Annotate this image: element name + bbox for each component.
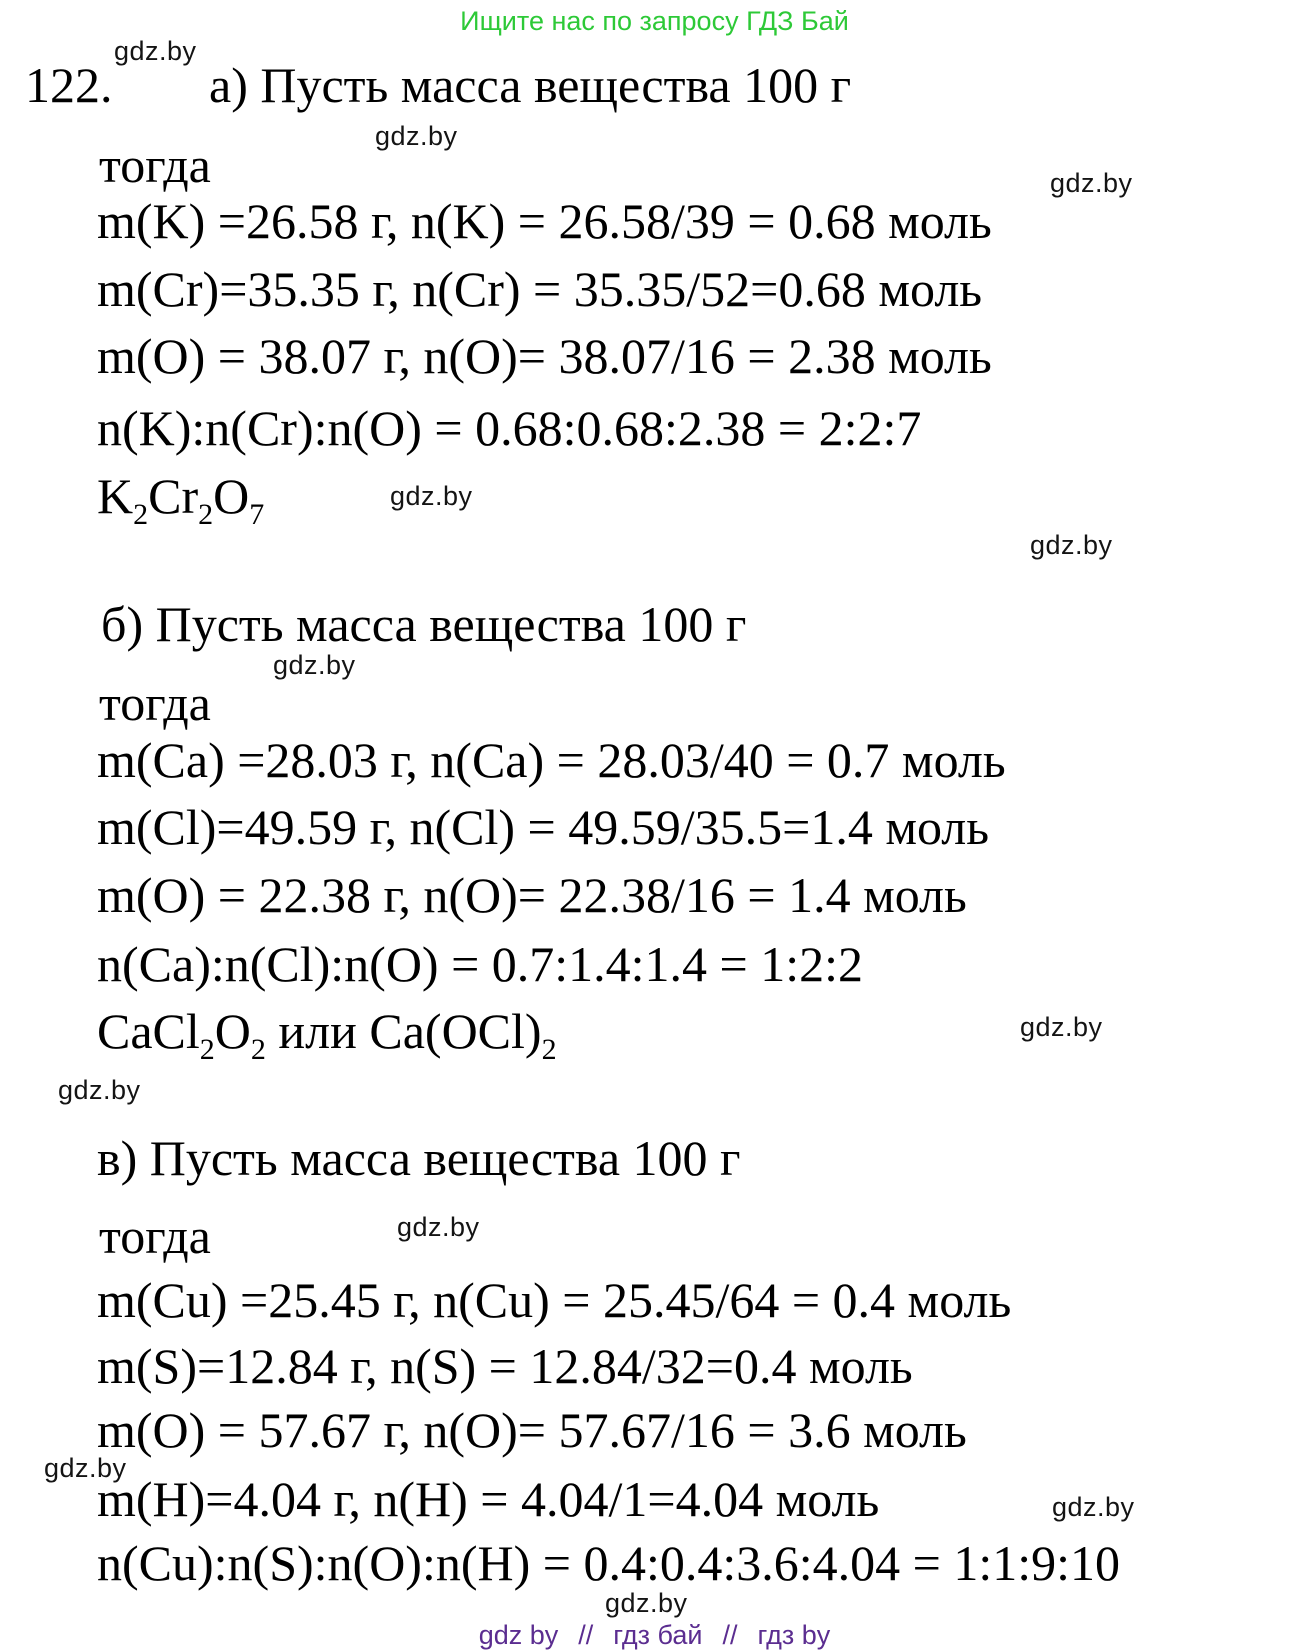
section-b-then: тогда [99, 675, 211, 731]
watermark-gdz: gdz.by [1030, 530, 1113, 560]
calc-line-mass-Ca: m(Ca) =28.03 г, n(Ca) = 28.03/40 = 0.7 моль [97, 732, 1006, 788]
calc-line-ratio-a: n(K):n(Cr):n(O) = 0.68:0.68:2.38 = 2:2:7 [97, 400, 922, 456]
footer-separator: // [578, 1620, 594, 1650]
calc-line-mass-Cu: m(Cu) =25.45 г, n(Cu) = 25.45/64 = 0.4 моль [97, 1272, 1012, 1328]
watermark-gdz: gdz.by [605, 1588, 688, 1618]
formula-subscript: 2 [198, 498, 214, 531]
watermark-gdz: gdz.by [1050, 168, 1133, 198]
watermark-gdz: gdz.by [397, 1212, 480, 1242]
section-b-heading: б) Пусть масса вещества 100 г [101, 596, 747, 652]
formula-part: Cr [148, 468, 199, 524]
problem-number: 122. [25, 57, 113, 113]
search-hint-banner: Ищите нас по запросу ГДЗ Бай [460, 6, 849, 36]
watermark-gdz: gdz.by [58, 1075, 141, 1105]
footer-link-gdz-by: gdz by [478, 1620, 559, 1650]
calc-line-mass-O-c: m(O) = 57.67 г, n(O)= 57.67/16 = 3.6 моль [97, 1402, 967, 1458]
formula-subscript: 2 [541, 1033, 557, 1066]
watermark-gdz: gdz.by [114, 36, 197, 66]
calc-line-mass-O: m(O) = 38.07 г, n(O)= 38.07/16 = 2.38 моль [97, 328, 992, 384]
watermark-gdz: gdz.by [273, 650, 356, 680]
formula-subscript: 2 [250, 1033, 266, 1066]
formula-subscript: 2 [133, 498, 149, 531]
formula-part: O [214, 1003, 251, 1059]
watermark-gdz: gdz.by [375, 121, 458, 151]
calc-line-mass-Cr: m(Cr)=35.35 г, n(Cr) = 35.35/52=0.68 моль [97, 261, 983, 317]
formula-part: O [213, 468, 250, 524]
calc-line-mass-Cl: m(Cl)=49.59 г, n(Cl) = 49.59/35.5=1.4 моль [97, 799, 990, 855]
formula-subscript: 2 [199, 1033, 215, 1066]
calc-line-mass-H: m(H)=4.04 г, n(H) = 4.04/1=4.04 моль [97, 1471, 880, 1527]
chemical-formula-b [97, 1003, 557, 1066]
footer-link-gdz-bai: гдз бай [613, 1620, 703, 1650]
formula-part: CaCl [97, 1003, 200, 1059]
chemical-formula-a [97, 468, 265, 531]
calc-line-ratio-c: n(Cu):n(S):n(O):n(H) = 0.4:0.4:3.6:4.04 = 1:1:9:10 [97, 1535, 1120, 1591]
section-c-then: тогда [99, 1208, 211, 1264]
section-a-heading: а) Пусть масса вещества 100 г [209, 57, 852, 113]
formula-part: или Ca(OCl) [265, 1003, 542, 1059]
watermark-gdz: gdz.by [1020, 1012, 1103, 1042]
calc-line-mass-O-b: m(O) = 22.38 г, n(O)= 22.38/16 = 1.4 моль [97, 867, 967, 923]
calc-line-mass-K: m(K) =26.58 г, n(K) = 26.58/39 = 0.68 моль [97, 193, 992, 249]
footer-link-gdz-by-2: гдз by [757, 1620, 831, 1650]
section-c-heading: в) Пусть масса вещества 100 г [97, 1130, 741, 1186]
watermark-gdz: gdz.by [390, 481, 473, 511]
section-a-then: тогда [99, 137, 211, 193]
watermark-gdz: gdz.by [44, 1453, 127, 1483]
formula-part: K [97, 468, 134, 524]
watermark-gdz: gdz.by [1052, 1492, 1135, 1522]
calc-line-mass-S: m(S)=12.84 г, n(S) = 12.84/32=0.4 моль [97, 1338, 913, 1394]
calc-line-ratio-b: n(Ca):n(Cl):n(O) = 0.7:1.4:1.4 = 1:2:2 [97, 936, 864, 992]
footer-separator: // [722, 1620, 738, 1650]
formula-subscript: 7 [249, 498, 265, 531]
footer-links [0, 1620, 1309, 1651]
